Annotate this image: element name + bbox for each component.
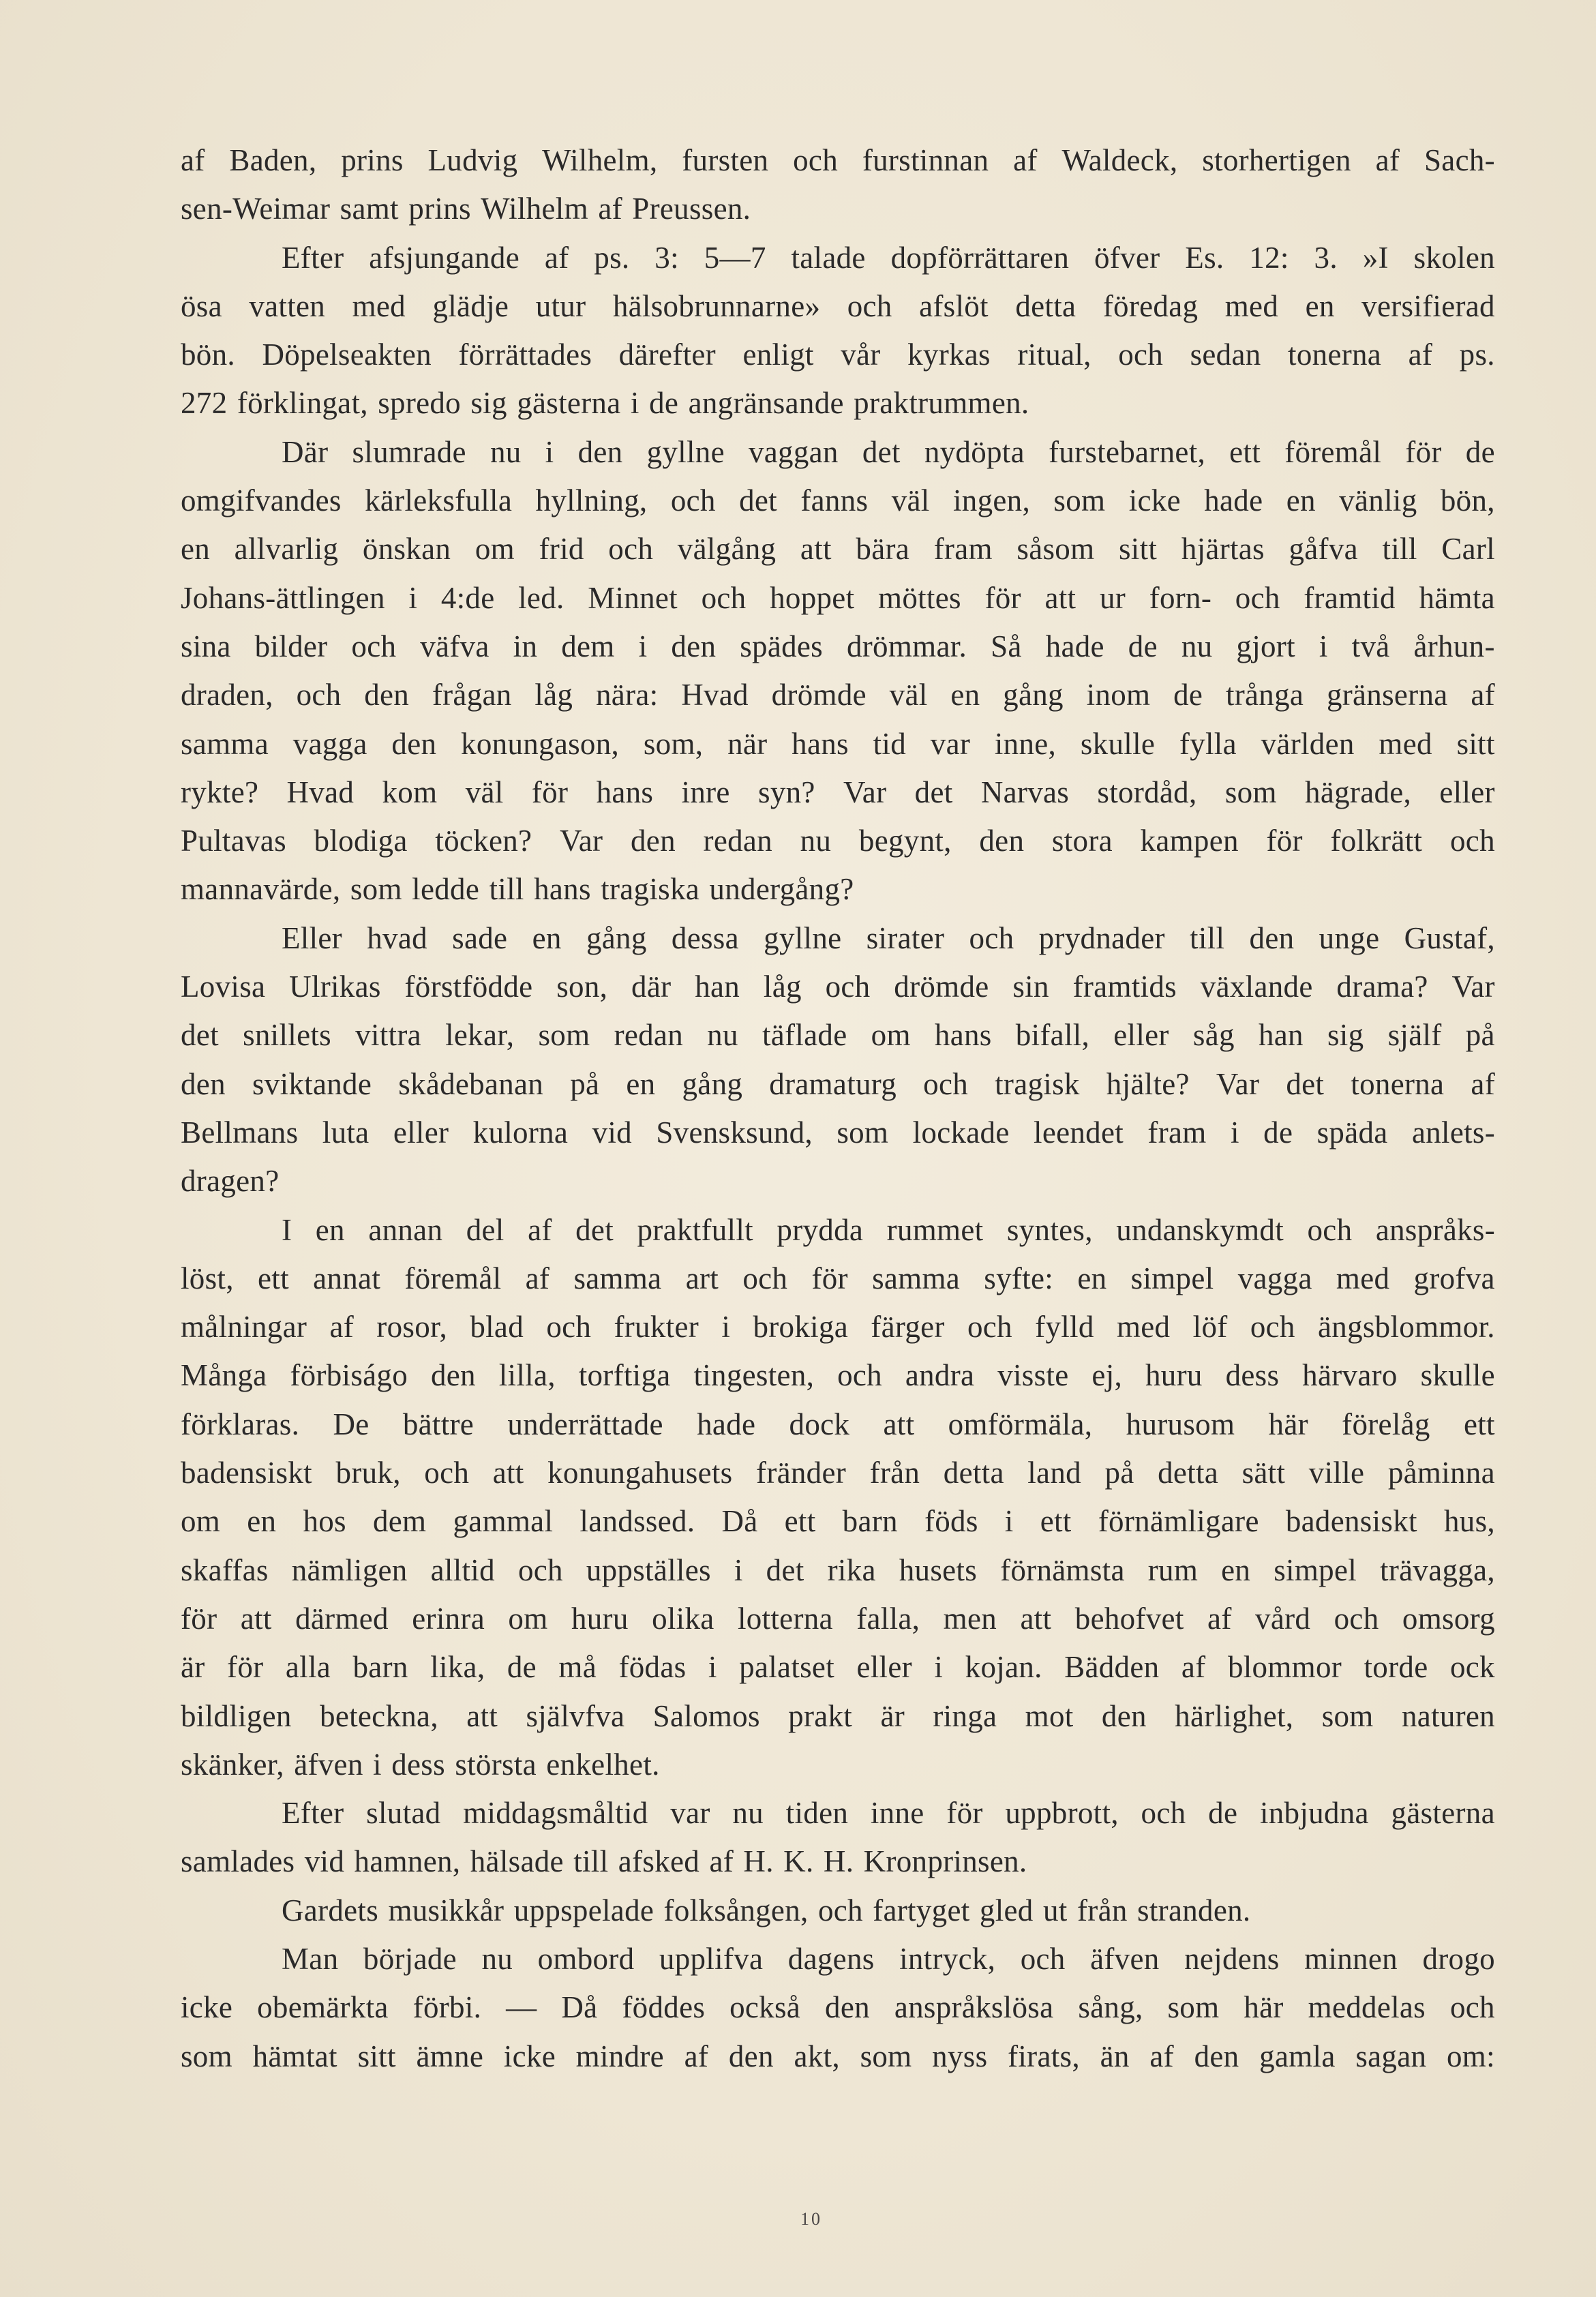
text-line: Många förbiságo den lilla, torftiga tingesten, och andra visste ej, huru dess härvaro skulle <box>181 1358 1495 1393</box>
text-line: om en hos dem gammal landssed. Då ett barn föds i ett förnämligare badensiskt hus, <box>181 1504 1495 1539</box>
text-line: målningar af rosor, blad och frukter i brokiga färger och fylld med löf och ängsblommor. <box>181 1310 1495 1345</box>
text-line: omgifvandes kärleksfulla hyllning, och det fanns väl ingen, som icke hade en vänlig bön, <box>181 483 1495 518</box>
text-line: Man började nu ombord upplifva dagens intryck, och äfven nejdens minnen drogo <box>282 1941 1495 1976</box>
text-line: skänker, äfven i dess största enkelhet. <box>181 1747 660 1782</box>
text-line: I en annan del af det praktfullt prydda rummet syntes, undanskymdt och anspråks- <box>282 1212 1495 1247</box>
text-line: Gardets musikkår uppspelade folksången, och fartyget gled ut från stranden. <box>282 1893 1251 1927</box>
page-number: 10 <box>800 2209 822 2229</box>
text-line: det snillets vittra lekar, som redan nu täflade om hans bifall, eller såg han sig själf på <box>181 1018 1495 1053</box>
text-line: löst, ett annat föremål af samma art och för samma syfte: en simpel vagga med grofva <box>181 1261 1495 1295</box>
text-line: draden, och den frågan låg nära: Hvad drömde väl en gång inom de trånga gränserna af <box>181 678 1495 712</box>
text-line: bildligen beteckna, att självfva Salomos prakt är ringa mot den härlighet, som naturen <box>181 1698 1495 1733</box>
text-line: dragen? <box>181 1164 280 1199</box>
text-line: sina bilder och väfva in dem i den spädes drömmar. Så hade de nu gjort i två århun- <box>181 629 1495 663</box>
text-line: ösa vatten med glädje utur hälsobrunnarne» och afslöt detta föredag med en versifierad <box>181 288 1495 323</box>
text-line: förklaras. De bättre underrättade hade dock att omförmäla, hurusom här förelåg ett <box>181 1407 1495 1441</box>
text-line: rykte? Hvad kom väl för hans inre syn? Var det Narvas stordåd, som hägrade, eller <box>181 775 1495 809</box>
text-line: är för alla barn lika, de må födas i palatset eller i kojan. Bädden af blommor torde ock <box>181 1650 1495 1685</box>
text-line: badensiskt bruk, och att konungahusets fränder från detta land på detta sätt ville påminna <box>181 1456 1495 1490</box>
text-line: Pultavas blodiga töcken? Var den redan nu begynt, den stora kampen för folkrätt och <box>181 824 1495 858</box>
text-line: Johans-ättlingen i 4:de led. Minnet och hoppet möttes för att ur forn- och framtid hämta <box>181 580 1495 615</box>
text-line: samma vagga den konungason, som, när hans tid var inne, skulle fylla världen med sitt <box>181 726 1495 761</box>
text-line: skaffas nämligen alltid och uppställes i det rika husets förnämsta rum en simpel trävagga, <box>181 1552 1495 1587</box>
text-line: Efter slutad middagsmåltid var nu tiden inne för uppbrott, och de inbjudna gästerna <box>282 1796 1495 1831</box>
text-line: Bellmans luta eller kulorna vid Svensksund, som lockade leendet fram i de späda anlets- <box>181 1115 1495 1150</box>
text-line: som hämtat sitt ämne icke mindre af den akt, som nyss firats, än af den gamla sagan om: <box>181 2039 1495 2073</box>
text-line: en allvarlig önskan om frid och välgång att bära fram såsom sitt hjärtas gåfva till Carl <box>181 532 1495 567</box>
text-line: för att därmed erinra om huru olika lotterna falla, men att behofvet af vård och omsorg <box>181 1601 1495 1636</box>
text-line: mannavärde, som ledde till hans tragiska undergång? <box>181 872 854 907</box>
text-line: den sviktande skådebanan på en gång dramaturg och tragisk hjälte? Var det tonerna af <box>181 1066 1495 1101</box>
text-line: Lovisa Ulrikas förstfödde son, där han låg och drömde sin framtids växlande drama? Var <box>181 970 1495 1004</box>
text-line: af Baden, prins Ludvig Wilhelm, fursten och furstinnan af Waldeck, storhertigen af Sach- <box>181 143 1495 177</box>
text-line: Efter afsjungande af ps. 3: 5—7 talade dopförrättaren öfver Es. 12: 3. »I skolen <box>282 240 1495 275</box>
body-text <box>181 136 1495 2081</box>
text-line: 272 förklingat, spredo sig gästerna i de angränsande praktrummen. <box>181 386 1029 421</box>
text-line: Eller hvad sade en gång dessa gyllne sirater och prydnader till den unge Gustaf, <box>282 920 1495 955</box>
text-line: samlades vid hamnen, hälsade till afsked af H. K. H. Kronprinsen. <box>181 1844 1027 1879</box>
text-line: bön. Döpelseakten förrättades därefter enligt vår kyrkas ritual, och sedan tonerna af ps. <box>181 337 1495 372</box>
text-line: Där slumrade nu i den gyllne vaggan det nydöpta furstebarnet, ett föremål för de <box>282 434 1495 469</box>
text-line: icke obemärkta förbi. — Då föddes också den anspråkslösa sång, som här meddelas och <box>181 1990 1495 2025</box>
text-line: sen-Weimar samt prins Wilhelm af Preussen. <box>181 192 751 226</box>
